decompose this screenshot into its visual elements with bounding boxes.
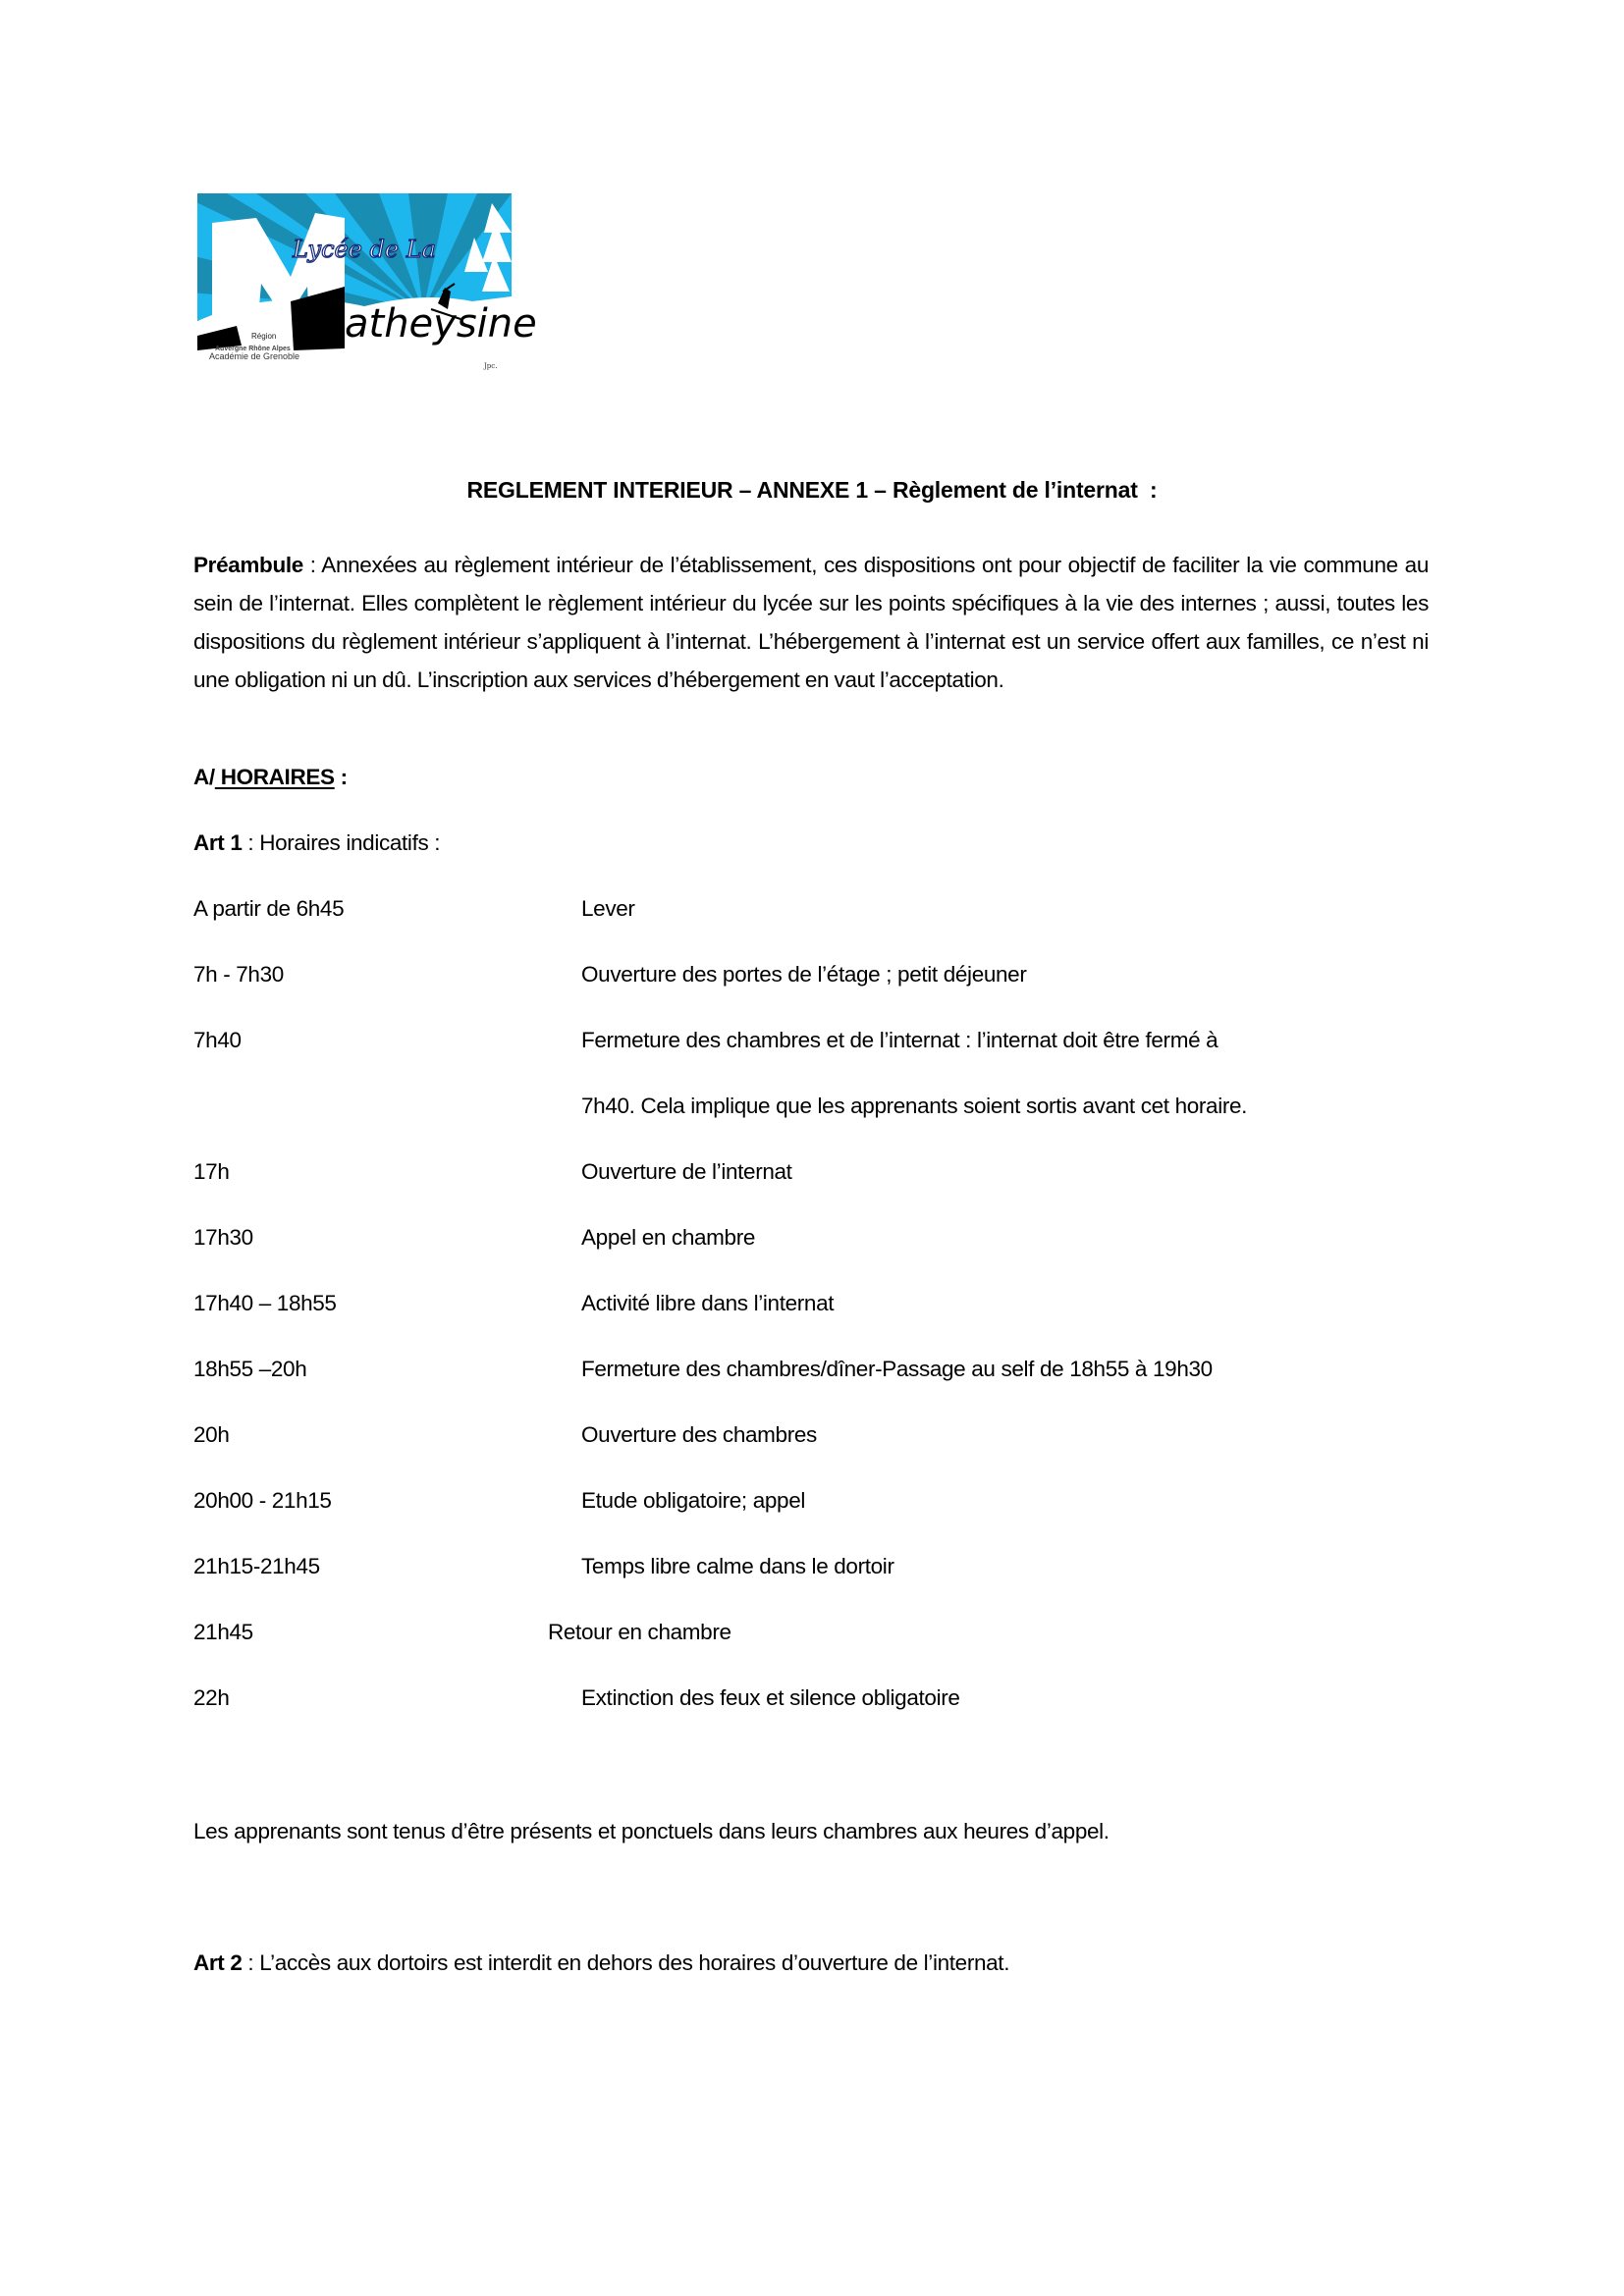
- schedule-row: [0, 962, 1624, 991]
- schedule-row: [0, 1159, 1624, 1189]
- section-suffix: :: [334, 765, 348, 789]
- schedule-desc: 7h40. Cela implique que les apprenants soient sortis avant cet horaire.: [581, 1094, 1248, 1118]
- schedule-row: [0, 1422, 1624, 1452]
- schedule-desc: Temps libre calme dans le dortoir: [581, 1554, 894, 1578]
- schedule-row: [0, 1291, 1624, 1320]
- schedule-desc: Ouverture de l’internat: [581, 1159, 792, 1184]
- schedule-desc: Ouverture des portes de l’étage ; petit déjeuner: [581, 962, 1027, 987]
- logo-region-name: Auvergne Rhône Alpes: [215, 346, 291, 352]
- schedule-desc: Extinction des feux et silence obligatoire: [581, 1685, 960, 1710]
- schedule-time: A partir de 6h45: [193, 896, 345, 921]
- schedule-desc: Retour en chambre: [548, 1620, 731, 1644]
- schedule-desc: Appel en chambre: [581, 1225, 756, 1250]
- schedule-desc: Etude obligatoire; appel: [581, 1488, 806, 1513]
- logo-academy: Académie de Grenoble: [209, 351, 300, 361]
- schedule-row: [0, 1620, 1624, 1649]
- preamble-label: Préambule: [193, 553, 303, 577]
- schedule-row: [0, 1685, 1624, 1715]
- preamble-text: : Annexées au règlement intérieur de l’établissement, ces dispositions ont pour objectif de faciliter la vie commune au sein de l’internat. Elles complètent le règlement intérieur du lycée sur les points spécifiques à la vie des internes ; aussi, toutes les dispositions du règlement intérieur s’appliquent à l’internat. L’hébergement à l’internat est un service offert aux familles, ce n’est ni une obligation ni un dû. L’inscription aux services d’hébergement en vaut l’acceptation.: [193, 553, 1429, 692]
- schedule-time: 20h00 - 21h15: [193, 1488, 332, 1513]
- schedule-row: [0, 1225, 1624, 1255]
- school-logo: [197, 193, 537, 372]
- schedule-row: [0, 1028, 1624, 1057]
- schedule-time: 17h40 – 18h55: [193, 1291, 337, 1315]
- schedule-desc: Fermeture des chambres et de l’internat : l’internat doit être fermé à: [581, 1028, 1218, 1052]
- schedule-time: 20h: [193, 1422, 230, 1447]
- schedule-time: 21h15-21h45: [193, 1554, 320, 1578]
- section-heading-horaires: [193, 765, 348, 790]
- section-prefix: A/: [193, 765, 215, 789]
- schedule-row: [0, 896, 1624, 926]
- article-2-text: : L’accès aux dortoirs est interdit en dehors des horaires d’ouverture de l’internat.: [242, 1950, 1010, 1975]
- schedule-time: 17h30: [193, 1225, 253, 1250]
- schedule-time: 17h: [193, 1159, 230, 1184]
- logo-signature: Jpc.: [484, 362, 498, 370]
- article-1-label: Art 1: [193, 830, 243, 855]
- document-title: REGLEMENT INTERIEUR – ANNEXE 1 – Règlement de l’internat :: [466, 477, 1158, 503]
- schedule-row: [0, 1554, 1624, 1583]
- article-1-text: : Horaires indicatifs :: [242, 830, 441, 855]
- logo-name-text: atheysine: [345, 301, 537, 347]
- preamble-paragraph: [193, 546, 1429, 699]
- logo-graphic: [197, 193, 537, 372]
- schedule-time: 7h40: [193, 1028, 242, 1052]
- attendance-note: Les apprenants sont tenus d’être présents et ponctuels dans leurs chambres aux heures d’appel.: [193, 1819, 1110, 1843]
- section-label: HORAIRES: [214, 765, 335, 789]
- schedule-time: 21h45: [193, 1620, 253, 1644]
- schedule-row: [0, 1357, 1624, 1386]
- schedule-desc: Fermeture des chambres/dîner-Passage au self de 18h55 à 19h30: [581, 1357, 1213, 1381]
- article-2-label: Art 2: [193, 1950, 243, 1975]
- logo-title-text: Lycée de La: [293, 236, 436, 263]
- schedule-row: [0, 1488, 1624, 1518]
- schedule-desc: Ouverture des chambres: [581, 1422, 817, 1447]
- schedule-time: 18h55 –20h: [193, 1357, 307, 1381]
- schedule-desc: Activité libre dans l’internat: [581, 1291, 835, 1315]
- article-2: [193, 1950, 1009, 1976]
- schedule-time: 7h - 7h30: [193, 962, 284, 987]
- schedule-row: [0, 1094, 1624, 1123]
- article-1-heading: [193, 830, 440, 856]
- logo-region: Région: [251, 332, 277, 341]
- schedule-desc: Lever: [581, 896, 635, 921]
- schedule-time: 22h: [193, 1685, 230, 1710]
